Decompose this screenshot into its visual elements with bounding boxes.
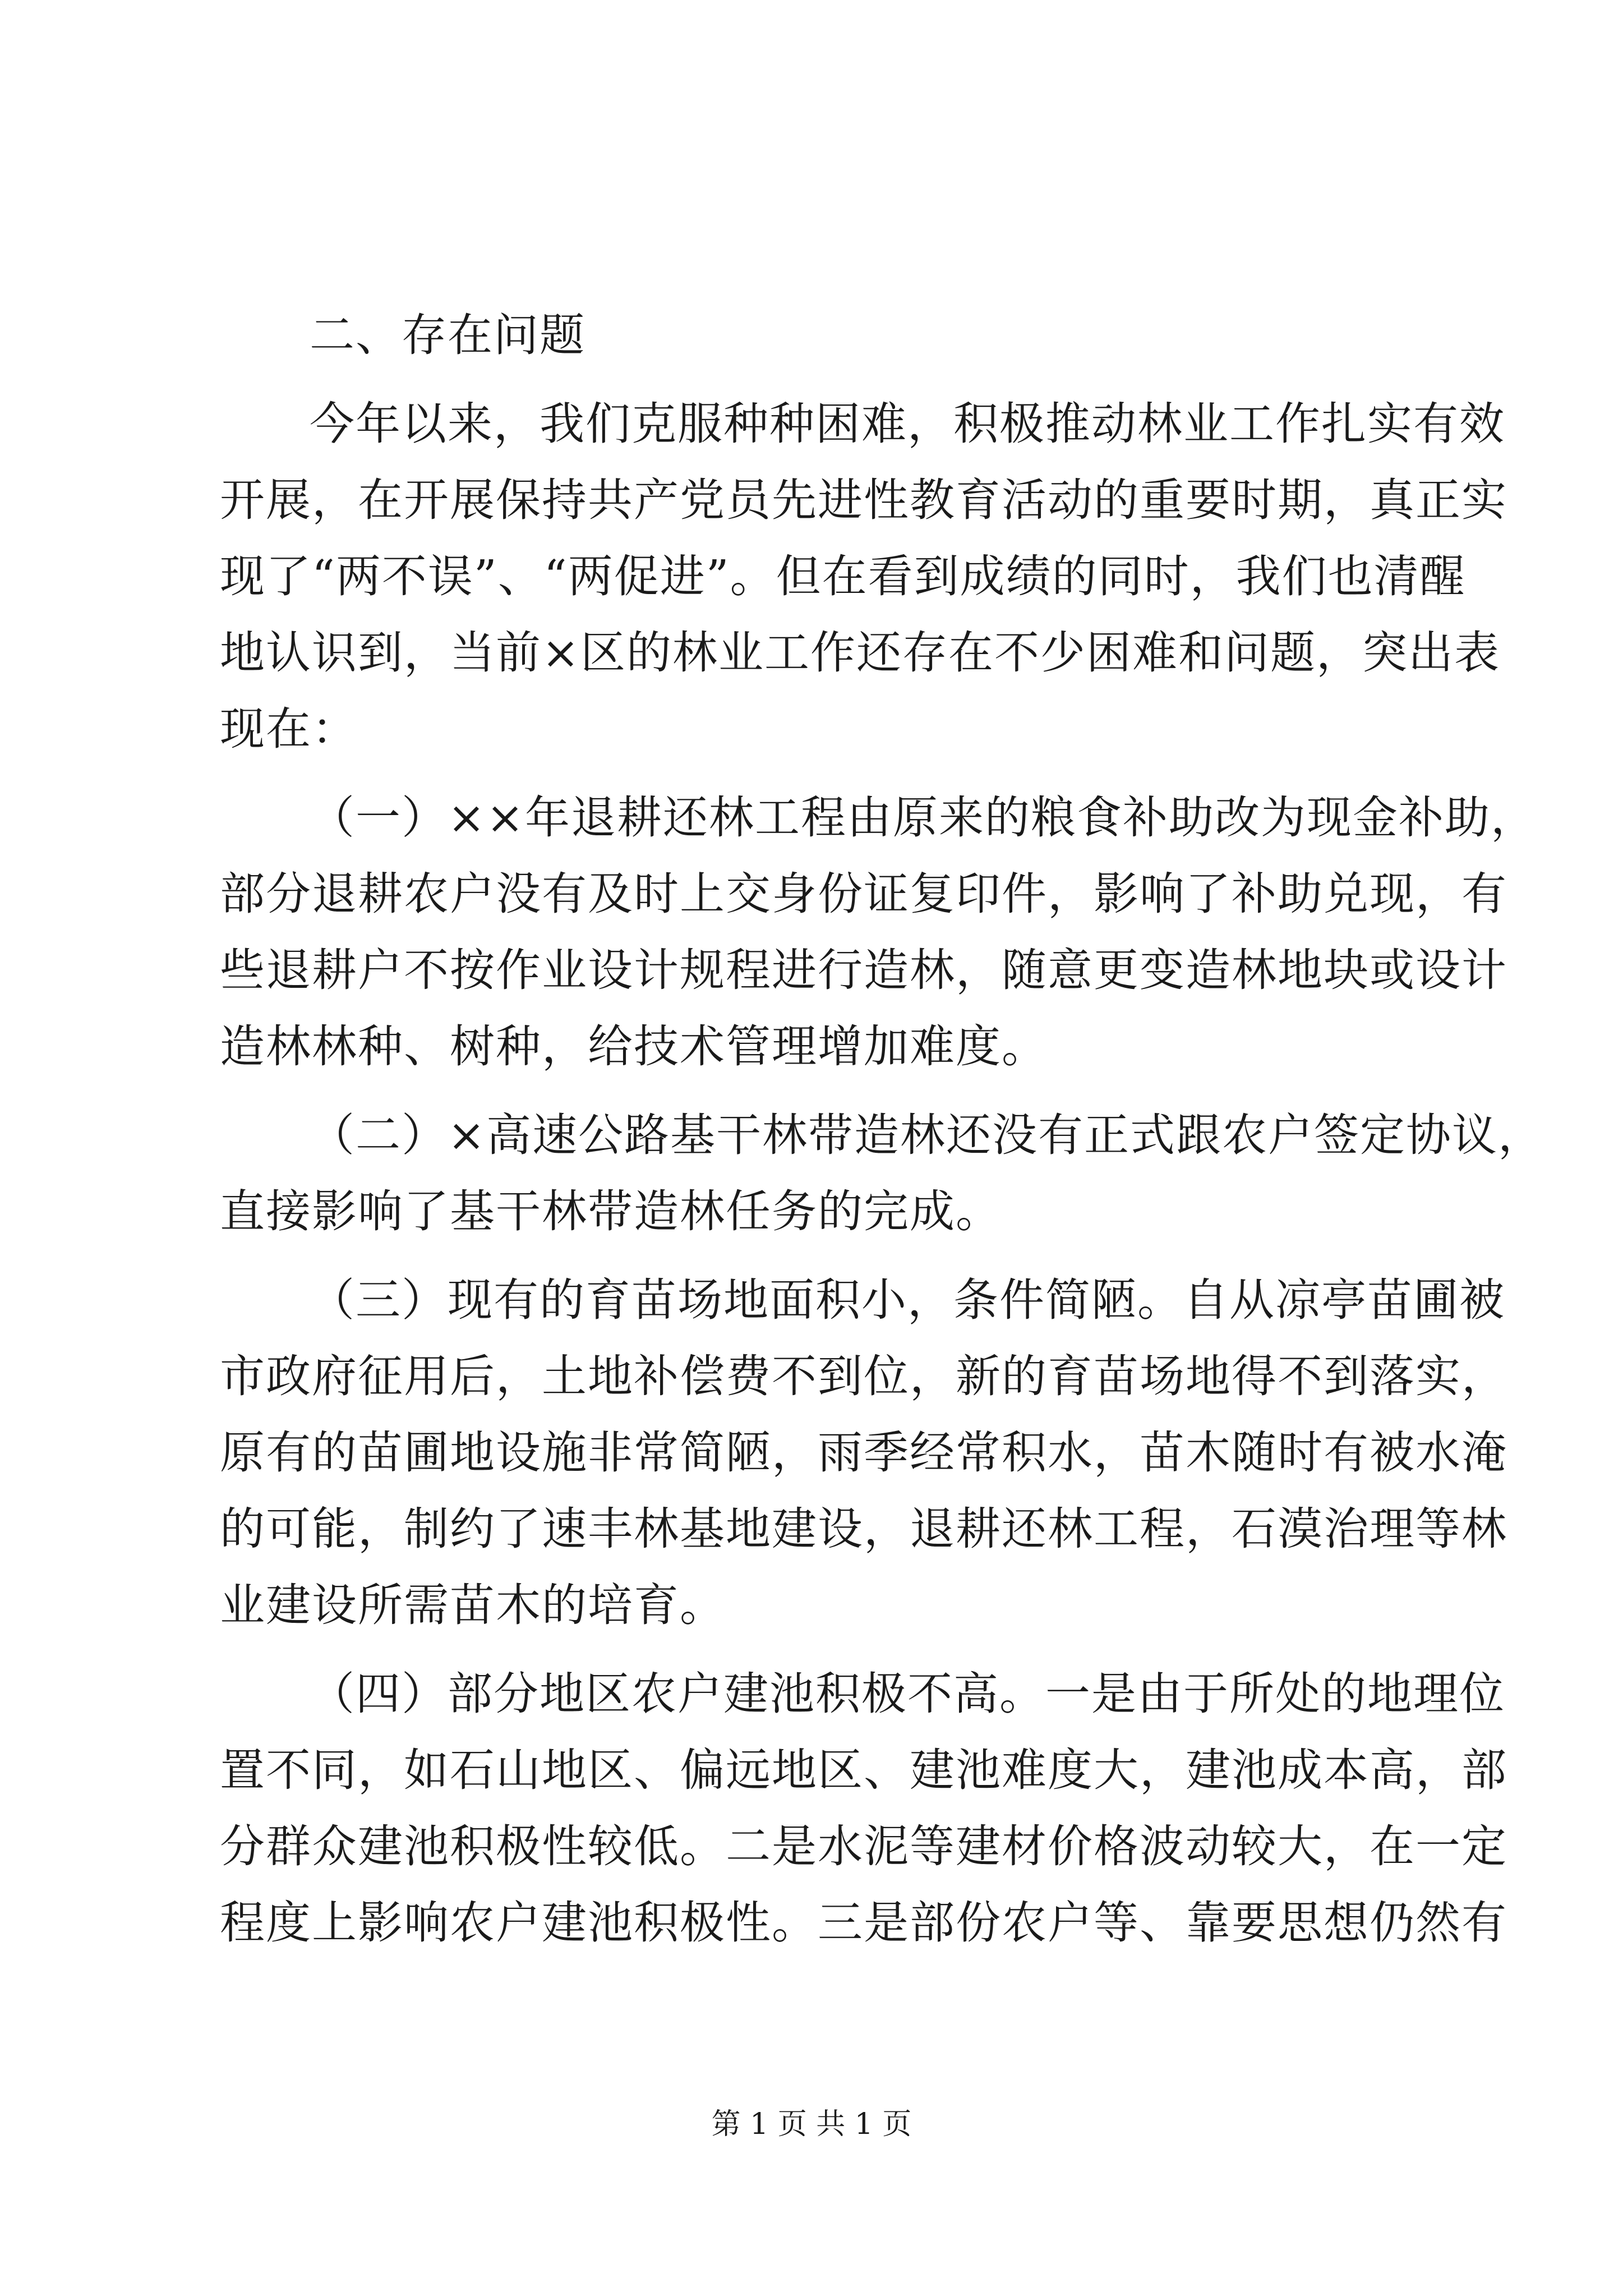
text-line: 部分退耕农户没有及时上交身份证复印件，影响了补助兑现，有 [220,868,1507,920]
text-line: （三）现有的育苗场地面积小，条件简陋。自从凉亭苗圃被 [310,1274,1505,1326]
text-line: 开展，在开展保持共产党员先进性教育活动的重要时期，真正实 [220,474,1507,526]
section-heading: 二、存在问题 [310,309,585,361]
text-line: （四）部分地区农户建池积极不高。一是由于所处的地理位 [310,1668,1505,1720]
text-line: 置不同，如石山地区、偏远地区、建池难度大，建池成本高，部 [220,1744,1507,1796]
text-line: 造林林种、树种，给技术管理增加难度。 [220,1020,1048,1073]
text-line: 地认识到，当前×区的林业工作还存在不少困难和问题，突出表 [220,627,1501,679]
paragraph-intro [220,386,1507,767]
text-line: （二）×高速公路基干林带造林还没有正式跟农户签定协议， [310,1109,1544,1161]
document-body [220,297,1544,1961]
text-line: 程度上影响农户建池积极性。三是部份农户等、靠要思想仍然有 [220,1897,1507,1949]
text-line: 原有的苗圃地设施非常简陋，雨季经常积水，苗木随时有被水淹 [220,1427,1507,1479]
page-footer: 第 1 页 共 1 页 [711,2108,912,2141]
text-line: 直接影响了基干林带造林任务的完成。 [220,1185,1002,1237]
text-line: 现了“两不误”、“两促进”。但在看到成绩的同时，我们也清醒 [220,550,1466,602]
text-line: （一）××年退耕还林工程由原来的粮食补助改为现金补助， [310,792,1537,844]
paragraph-item-3 [220,1262,1507,1644]
text-line: 市政府征用后，土地补偿费不到位，新的育苗场地得不到落实， [220,1350,1507,1402]
paragraph-item-4 [220,1656,1507,1961]
paragraph-item-2 [220,1097,1544,1250]
text-line: 今年以来，我们克服种种困难，积极推动林业工作扎实有效 [310,398,1505,450]
text-line: 的可能，制约了速丰林基地建设，退耕还林工程，石漠治理等林 [220,1503,1507,1555]
text-line: 业建设所需苗木的培育。 [220,1579,726,1631]
paragraph-item-1 [220,780,1537,1085]
text-line: 分群众建池积极性较低。二是水泥等建材价格波动较大，在一定 [220,1820,1507,1872]
text-line: 现在： [220,703,358,755]
text-line: 些退耕户不按作业设计规程进行造林，随意更变造林地块或设计 [220,944,1507,996]
